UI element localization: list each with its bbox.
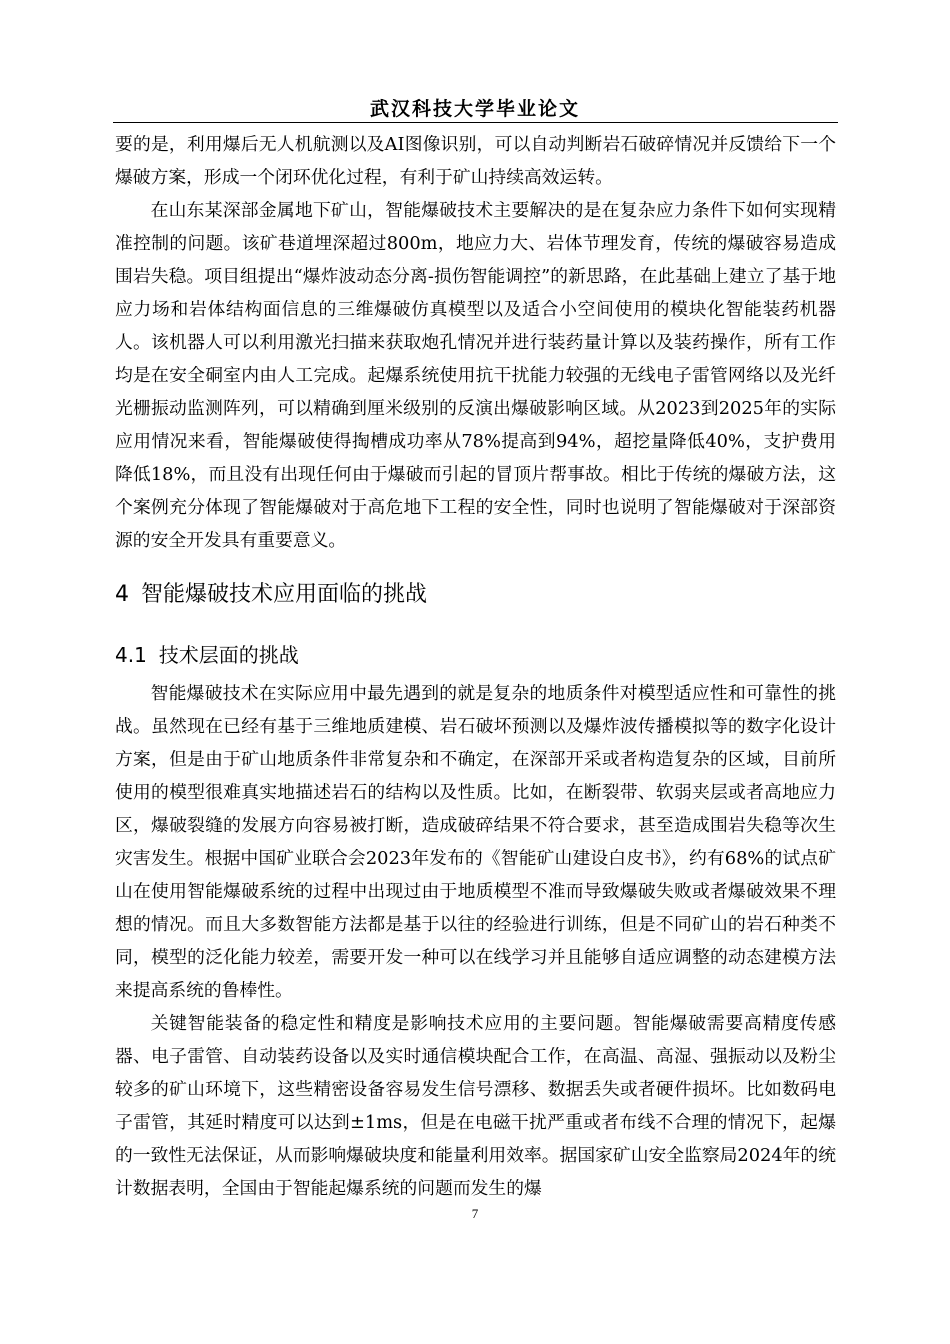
page-number: 7	[471, 1206, 479, 1221]
paragraph-continued: 要的是，利用爆后无人机航测以及AI图像识别，可以自动判断岩石破碎情况并反馈给下一个爆破方案，形成一个闭环优化过程，有利于矿山持续高效运转。	[115, 134, 836, 188]
header-divider	[113, 122, 838, 123]
section-number: 4	[115, 582, 129, 607]
paragraph-case-study: 在山东某深部金属地下矿山，智能爆破技术主要解决的是在复杂应力条件下如何实现精准控制的问题。该矿巷道埋深超过800m，地应力大、岩体节理发育，传统的爆破容易造成围岩失稳。项目组提出“爆炸波动态分离-损伤智能调控”的新思路，在此基础上建立了基于地应力场和岩体结构面信息的三维爆破仿真模型以及适合小空间使用的模块化智能装药机器人。该机器人可以利用激光扫描来获取炮孔情况并进行装药量计算以及装药操作，所有工作均是在安全硐室内由人工完成。起爆系统使用抗干扰能力较强的无线电子雷管网络以及光纤光栅振动监测阵列，可以精确到厘米级别的反演出爆破影响区域。从2023到2025年的实际应用情况来看，智能爆破使得掏槽成功率从78%提高到94%，超挖量降低40%，支护费用降低18%，而且没有出现任何由于爆破而引起的冒顶片帮事故。相比于传统的爆破方法，这个案例充分体现了智能爆破对于高危地下工程的安全性，同时也说明了智能爆破对于深部资源的安全开发具有重要意义。	[115, 200, 836, 551]
subsection-heading	[115, 633, 836, 677]
running-header: 武汉科技大学毕业论文	[369, 98, 580, 120]
paragraph-geology-challenge: 智能爆破技术在实际应用中最先遇到的就是复杂的地质条件对模型适应性和可靠性的挑战。虽然现在已经有基于三维地质建模、岩石破坏预测以及爆炸波传播模拟等的数字化设计方案，但是由于矿山地质条件非常复杂和不确定，在深部开采或者构造复杂的区域，目前所使用的模型很难真实地描述岩石的结构以及性质。比如，在断裂带、软弱夹层或者高地应力区，爆破裂缝的发展方向容易被打断，造成破碎结果不符合要求，甚至造成围岩失稳等次生灾害发生。根据中国矿业联合会2023年发布的《智能矿山建设白皮书》，约有68%的试点矿山在使用智能爆破系统的过程中出现过由于地质模型不准而导致爆破失败或者爆破效果不理想的情况。而且大多数智能方法都是基于以往的经验进行训练，但是不同矿山的岩石种类不同，模型的泛化能力较差，需要开发一种可以在线学习并且能够自适应调整的动态建模方法来提高系统的鲁棒性。	[115, 683, 836, 1001]
paragraph-equipment-challenge: 关键智能装备的稳定性和精度是影响技术应用的主要问题。智能爆破需要高精度传感器、电子雷管、自动装药设备以及实时通信模块配合工作，在高温、高湿、强振动以及粉尘较多的矿山环境下，这些精密设备容易发生信号漂移、数据丢失或者硬件损坏。比如数码电子雷管，其延时精度可以达到±1ms，但是在电磁干扰严重或者布线不合理的情况下，起爆的一致性无法保证，从而影响爆破块度和能量利用效率。据国家矿山安全监察局2024年的统计数据表明，全国由于智能起爆系统的问题而发生的爆	[115, 1013, 836, 1199]
page-body	[115, 128, 836, 1205]
section-title: 智能爆破技术应用面临的挑战	[141, 582, 428, 607]
subsection-title: 技术层面的挑战	[158, 643, 299, 667]
section-heading	[115, 557, 836, 633]
subsection-number: 4.1	[115, 643, 147, 667]
